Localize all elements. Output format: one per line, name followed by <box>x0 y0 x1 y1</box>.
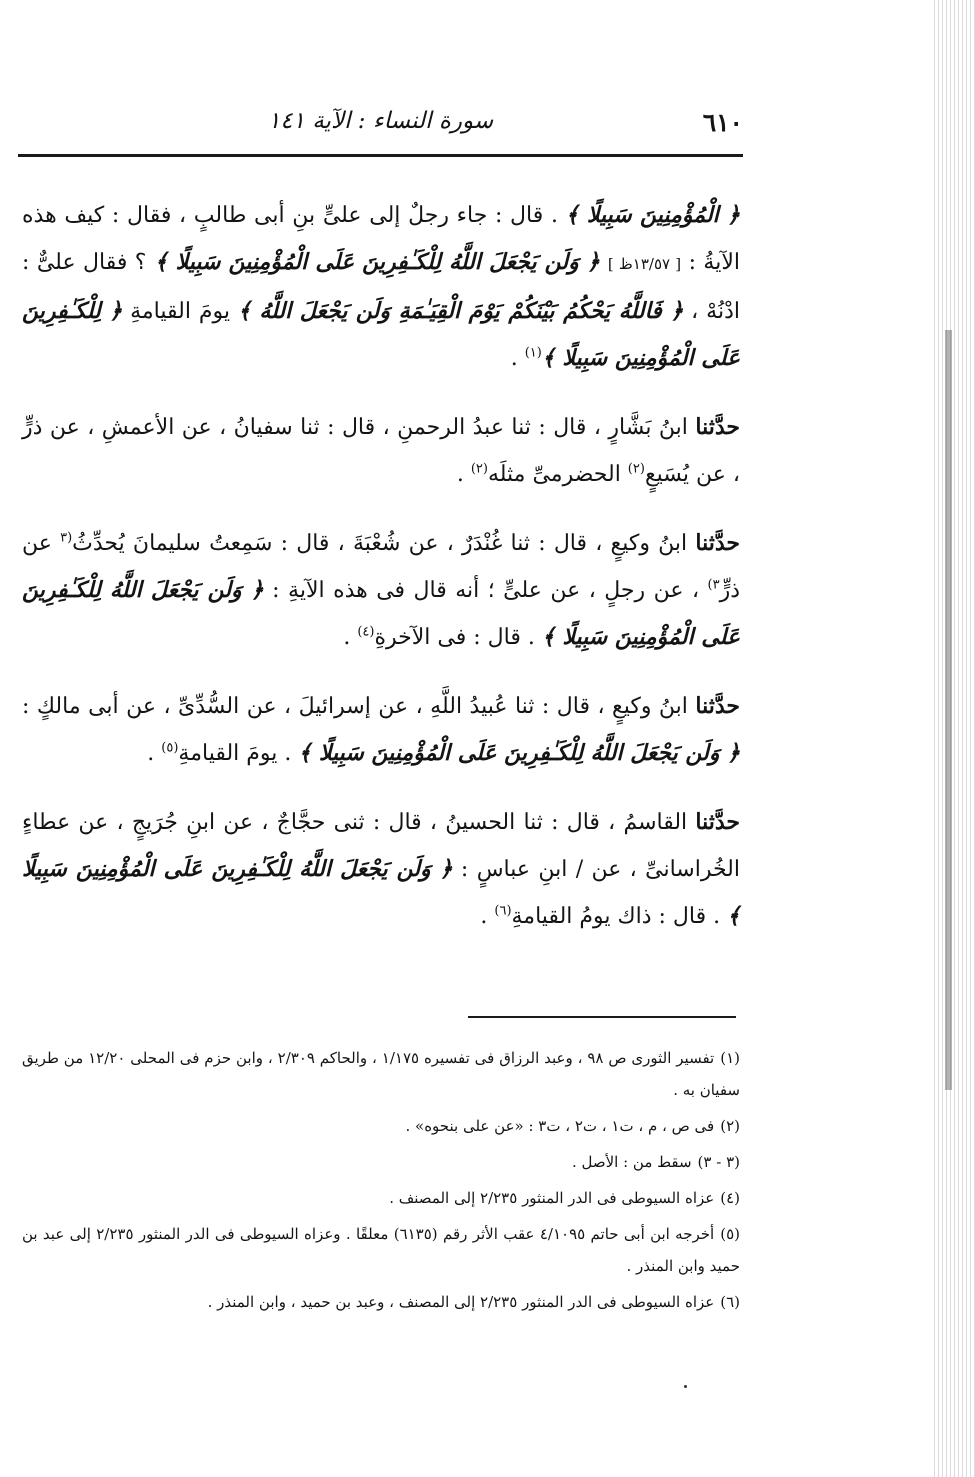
text-run: ابنُ وكيعٍ ، قال : ثنا غُنْدَرٌ ، عن شُعْبَةَ ، قال : سَمِعتُ سليمانَ يُحدِّثُ <box>72 531 696 556</box>
footnote-3 <box>22 1146 740 1178</box>
text-run: . <box>456 462 471 487</box>
footnotes <box>22 1042 740 1322</box>
footnote-1 <box>22 1042 740 1106</box>
text-run: القاسمُ ، قال : ثنا الحسينُ ، قال : ثنى حجَّاجٌ ، عن ابنِ جُرَيجٍ ، عن عطاءٍ الخُراسانىِّ ، عن / ابنِ عباسٍ : <box>22 810 740 882</box>
scan-binding-edge <box>931 0 975 1477</box>
text-run: ابنُ بَشَّارٍ ، قال : ثنا عبدُ الرحمنِ ، قال : ثنا سفيانُ ، عن الأعمشِ ، عن ذرٍّ ، عن يُسَيعٍ <box>22 415 740 487</box>
footnote-5 <box>22 1218 740 1282</box>
footnote-4 <box>22 1182 740 1214</box>
hadith-lead: حدَّثنا <box>695 809 740 835</box>
footnote-marker[interactable]: (٢) <box>627 461 645 477</box>
main-text <box>22 192 740 962</box>
footnote-separator <box>468 1016 736 1018</box>
footnote-marker[interactable]: (٥) <box>161 740 179 756</box>
quran-verse: ﴿ وَلَن يَجْعَلَ اللَّهُ لِلْكَـٰفِرِينَ عَلَى الْمُؤْمِنِينَ سَبِيلًا ﴾ <box>146 249 608 275</box>
header-rule <box>18 154 743 157</box>
footnote-marker[interactable]: (٦) <box>494 903 512 919</box>
text-run: . قال : ذاك يومُ القيامةِ <box>511 904 728 929</box>
footnote-2 <box>22 1110 740 1142</box>
footnote-text: تفسير الثورى ص ٩٨ ، وعبد الرزاق فى تفسيره ١/١٧٥ ، والحاكم ٢/٣٠٩ ، وابن حزم فى المحلى ١٢/٢٠ من طريق سفيان به . <box>22 1049 740 1099</box>
paragraph-1 <box>22 192 740 382</box>
text-run: . <box>343 625 358 650</box>
quran-verse: ﴿ وَلَن يَجْعَلَ اللَّهُ لِلْكَـٰفِرِينَ عَلَى الْمُؤْمِنِينَ سَبِيلًا ﴾ <box>22 856 740 929</box>
paragraph-5 <box>22 799 740 940</box>
scan-speck <box>684 1385 687 1388</box>
paragraph-4 <box>22 683 740 777</box>
hadith-lead: حدَّثنا <box>695 530 740 556</box>
hadith-lead: حدَّثنا <box>695 414 740 440</box>
footnote-text: عزاه السيوطى فى الدر المنثور ٢/٢٣٥ إلى المصنف ، وعبد بن حميد ، وابن المنذر . <box>207 1293 715 1311</box>
footnote-number: (٥) <box>720 1225 740 1243</box>
footnote-number: (٣ - ٣) <box>697 1153 740 1171</box>
footnote-marker[interactable]: (٣ <box>60 530 73 546</box>
text-run: الحضرمىِّ مثلَه <box>487 462 628 487</box>
manuscript-ref: [ ١٣/٥٧ظ ] <box>607 255 682 273</box>
quran-verse: ﴿ وَلَن يَجْعَلَ اللَّهُ لِلْكَـٰفِرِينَ عَلَى الْمُؤْمِنِينَ سَبِيلًا ﴾ <box>22 577 740 650</box>
text-run: ؟ فقال علىٌّ : ادْنُهْ ، <box>22 250 740 324</box>
footnote-text: أخرجه ابن أبى حاتم ٤/١٠٩٥ عقب الأثر رقم (٦١٣٥) معلقًا . وعزاه السيوطى فى الدر المنثور ٢/٢٣٥ إلى عبد بن حميد وابن المنذر . <box>22 1225 740 1275</box>
text-run: . <box>480 904 495 929</box>
footnote-number: (٦) <box>720 1293 740 1311</box>
running-title: سورة النساء : الآية ١٤١ <box>267 108 494 134</box>
text-run: عن ذرٍّ <box>22 531 741 603</box>
footnote-marker[interactable]: (٢) <box>470 461 488 477</box>
quran-verse: ﴿ الْمُؤْمِنِينَ سَبِيلًا ﴾ <box>565 202 740 228</box>
footnote-marker[interactable]: (١) <box>524 345 542 361</box>
text-run: . قال : جاء رجلٌ إلى علىٍّ بنِ أبى طالبٍ ، فقال : كيف هذه الآيةُ : <box>22 203 740 275</box>
footnote-number: (٤) <box>720 1189 740 1207</box>
footnote-6 <box>22 1286 740 1318</box>
quran-verse: ﴿ وَلَن يَجْعَلَ اللَّهُ لِلْكَـٰفِرِينَ عَلَى الْمُؤْمِنِينَ سَبِيلًا ﴾ <box>298 740 740 766</box>
footnote-number: (١) <box>720 1049 740 1067</box>
quran-verse: ﴿ فَاللَّهُ يَحْكُمُ بَيْنَكُمْ يَوْمَ الْقِيَـٰمَةِ وَلَن يَجْعَلَ اللَّهُ ﴾ <box>237 298 684 324</box>
text-run: . <box>147 741 162 766</box>
hadith-lead: حدَّثنا <box>695 693 740 719</box>
footnote-marker[interactable]: ٣) <box>707 577 720 593</box>
footnote-text: سقط من : الأصل . <box>571 1153 692 1171</box>
page-number: ٦١٠ <box>702 108 743 137</box>
text-run: . قال : فى الآخرةِ <box>374 625 542 650</box>
text-run: ، عن رجلٍ ، عن علىٍّ ؛ أنه قال فى هذه الآيةِ : <box>263 578 708 603</box>
footnote-text: فى ص ، م ، ت١ ، ت٢ ، ت٣ : «عن على بنحوه» . <box>405 1117 715 1135</box>
page-header <box>18 108 743 148</box>
footnote-text: عزاه السيوطى فى الدر المنثور ٢/٢٣٥ إلى المصنف . <box>389 1189 715 1207</box>
text-run: ابنُ وكيعٍ ، قال : ثنا عُبيدُ اللَّهِ ، عن إسرائيلَ ، عن السُّدِّىِّ ، عن أبى مالكٍ : <box>22 694 696 719</box>
text-run: يومَ القيامةِ <box>122 299 238 324</box>
quran-verse: ﴿ لِلْكَـٰفِرِينَ عَلَى الْمُؤْمِنِينَ سَبِيلًا ﴾ <box>22 298 740 371</box>
text-run: . <box>510 346 525 371</box>
paragraph-3 <box>22 520 740 661</box>
text-run: . يومَ القيامةِ <box>178 741 299 766</box>
footnote-number: (٢) <box>720 1117 740 1135</box>
footnote-marker[interactable]: (٤) <box>357 624 375 640</box>
paragraph-2 <box>22 404 740 498</box>
